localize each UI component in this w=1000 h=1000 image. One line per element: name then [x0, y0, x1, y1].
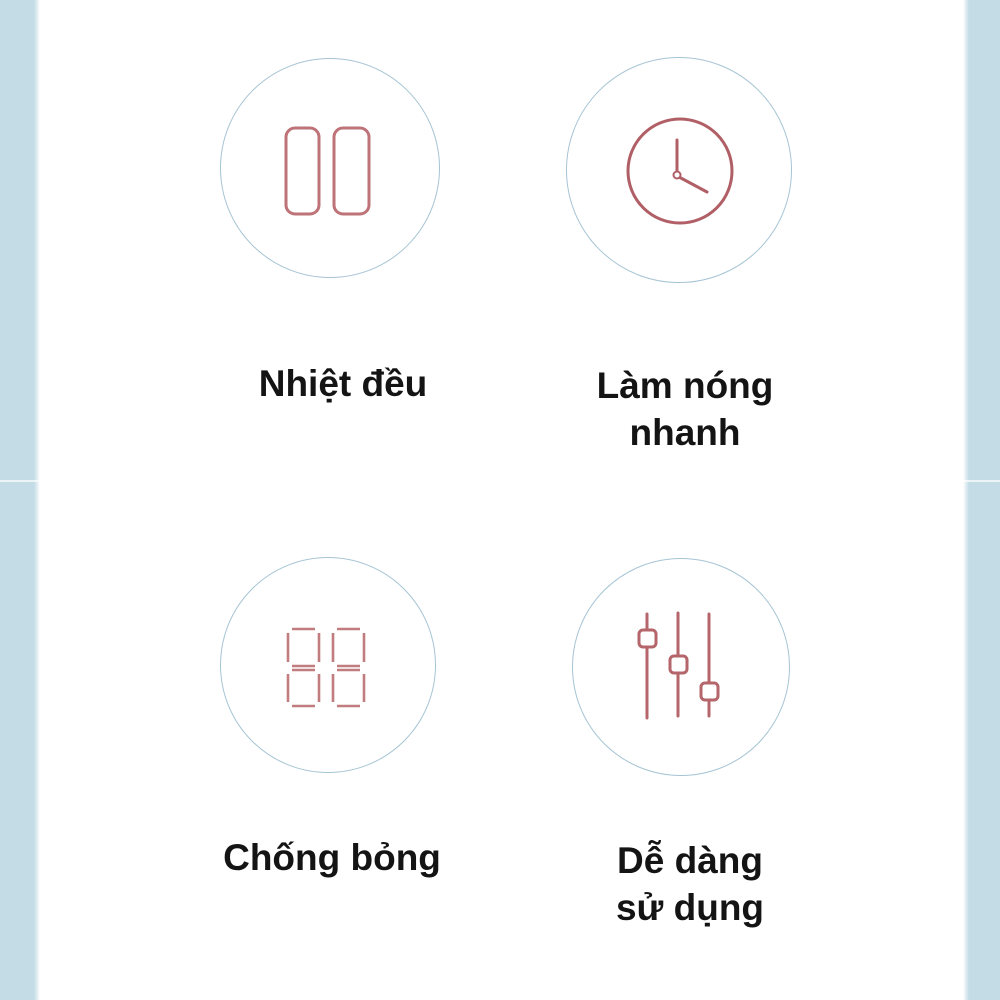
- clock-icon: [567, 58, 793, 284]
- feature-fast-heating-circle: [566, 57, 792, 283]
- feature-fast-heating-label: [560, 362, 810, 456]
- left-edge-strip: [0, 0, 40, 1000]
- feature-anti-burn-circle: [220, 557, 436, 773]
- label-line: Làm nóng: [596, 365, 774, 406]
- feature-even-heat-label: [218, 360, 468, 407]
- pause-icon: [221, 59, 441, 279]
- feature-anti-burn-label: [207, 834, 457, 881]
- section-seam-line: [0, 480, 1000, 482]
- feature-easy-to-use-label: [565, 837, 815, 931]
- feature-even-heat-circle: [220, 58, 440, 278]
- label-line: Dễ dàng: [617, 840, 763, 881]
- label-line: nhanh: [629, 412, 741, 453]
- feature-easy-to-use-circle: [572, 558, 790, 776]
- digital-88-display-icon: [221, 558, 437, 774]
- right-edge-strip: [963, 0, 1000, 1000]
- label-line: Nhiệt đều: [258, 363, 428, 404]
- label-line: Chống bỏng: [223, 837, 441, 878]
- label-line: sử dụng: [615, 887, 765, 928]
- sliders-icon: [573, 559, 791, 777]
